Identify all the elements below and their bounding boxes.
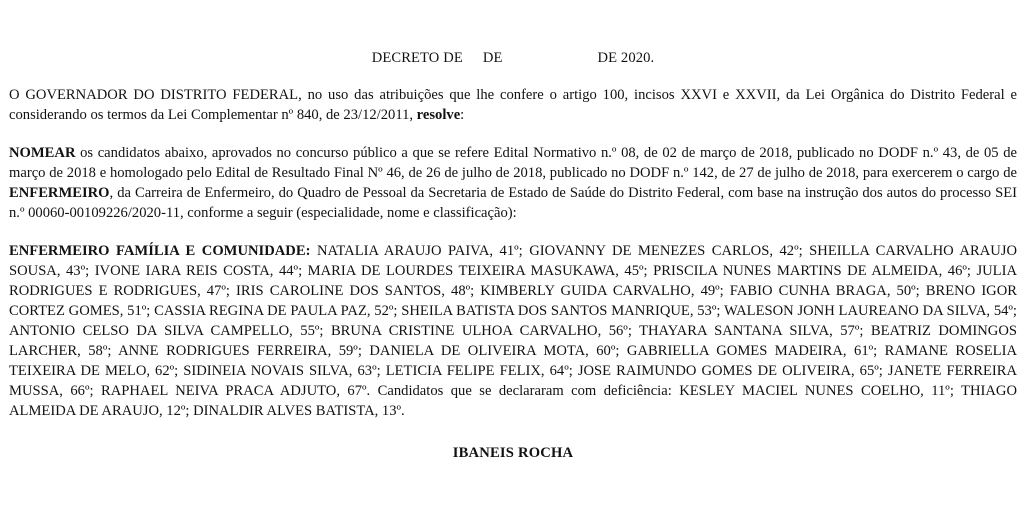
appointment-paragraph xyxy=(9,143,1017,223)
decree-title-part3: DE 2020. xyxy=(597,50,655,66)
preamble-end: : xyxy=(460,107,465,123)
appointment-role: ENFERMEIRO xyxy=(9,185,110,201)
candidates-paragraph xyxy=(9,241,1017,421)
appointment-verb: NOMEAR xyxy=(9,145,76,161)
appointment-text-1: os candidatos abaixo, aprovados no concurso público a que se refere Edital Normativo n.º 08, de 02 de março de 2018, publicado no DODF n.º 43, de 05 de março de 2018 e homologado pelo Edital de Resultado Final Nº 46, de 26 de julho de 2018, publicado no DODF n.º 142, de 27 de julho de 2018, para exercerem o cargo de xyxy=(9,145,1017,181)
preamble-text: , no uso das atribuições que lhe confere o artigo 100, incisos XXVI e XXVII, da Lei Orgânica do Distrito Federal e considerando os termos da Lei Complementar nº 840, de 23/12/2011, xyxy=(9,87,1017,123)
decree-title xyxy=(9,48,1017,68)
decree-title-part2: DE xyxy=(482,50,503,66)
appointment-text-2: , da Carreira de Enfermeiro, do Quadro de Pessoal da Secretaria de Estado de Saúde do Distrito Federal, com base na instrução dos autos do processo SEI n.º 00060-00109226/2020-11, conforme a seguir (especialidade, nome e classificação): xyxy=(9,185,1017,221)
decree-document xyxy=(9,48,1017,463)
preamble-authority: O GOVERNADOR DO DISTRITO FEDERAL xyxy=(9,87,299,103)
preamble-paragraph xyxy=(9,85,1017,125)
candidates-specialty: ENFERMEIRO FAMÍLIA E COMUNIDADE: xyxy=(9,243,311,259)
preamble-resolve: resolve xyxy=(416,107,461,123)
candidates-list: NATALIA ARAUJO PAIVA, 41º; GIOVANNY DE MENEZES CARLOS, 42º; SHEILLA CARVALHO ARAUJO SOUSA, 43º; IVONE IARA REIS COSTA, 44º; MARIA DE LOURDES TEIXEIRA MASUKAWA, 45º; PRISCILA NUNES MARTINS DE ALMEIDA, 46º; JULIA RODRIGUES E RODRIGUES, 47º; IRIS CAROLINE DOS SANTOS, 48º; KIMBERLY GUIDA CARVALHO, 49º; FABIO CUNHA BRAGA, 50º; BRENO IGOR CORTEZ GOMES, 51º; CASSIA REGINA DE PAULA PAZ, 52º; SHEILA BATISTA DOS SANTOS MANRIQUE, 53º; WALESON JONH LAUREANO DA SILVA, 54º; ANTONIO CELSO DA SILVA CAMPELLO, 55º; BRUNA CRISTINE ULHOA CARVALHO, 56º; THAYARA SANTANA SILVA, 57º; BEATRIZ DOMINGOS LARCHER, 58º; ANNE RODRIGUES FERREIRA, 59º; DANIELA DE OLIVEIRA MOTA, 60º; GABRIELLA GOMES MADEIRA, 61º; RAMANE ROSELIA TEIXEIRA DE MELO, 62º; SIDINEIA NOVAIS SILVA, 63º; LETICIA FELIPE FELIX, 64º; JOSE RAIMUNDO GOMES DE OLIVEIRA, 65º; JANETE FERREIRA MUSSA, 66º; RAPHAEL NEIVA PRACA ADJUTO, 67º. Candidatos que se declararam com deficiência: KESLEY MACIEL NUNES COELHO, 11º; THIAGO ALMEIDA DE ARAUJO, 12º; DINALDIR ALVES BATISTA, 13º. xyxy=(9,243,1017,419)
signature-name: IBANEIS ROCHA xyxy=(452,445,574,461)
decree-title-part1: DECRETO DE xyxy=(371,50,463,66)
